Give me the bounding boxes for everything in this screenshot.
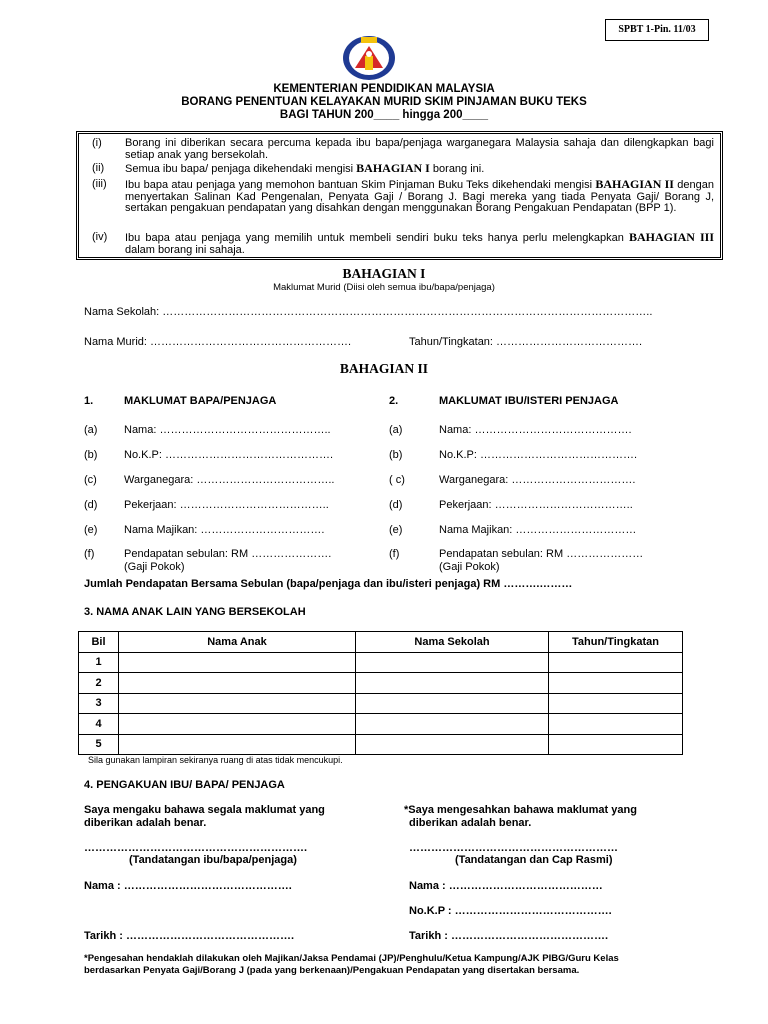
child-name-cell[interactable]: [119, 693, 356, 714]
ministry-name: KEMENTERIAN PENDIDIKAN MALAYSIA: [273, 83, 495, 95]
row-number: 5: [79, 734, 119, 755]
year-class-cell[interactable]: [549, 714, 683, 735]
year-class-cell[interactable]: [549, 652, 683, 673]
verifier-date-field[interactable]: Tarikh : …………………………………….: [409, 930, 609, 942]
verifier-signature-field[interactable]: …………………………………………………: [409, 842, 618, 854]
joint-income-field[interactable]: Jumlah Pendapatan Bersama Sebulan (bapa/penjaga dan ibu/isteri penjaga) RM ……….………: [84, 578, 573, 590]
column-header-year-class: Tahun/Tingkatan: [549, 632, 683, 653]
mother-section-heading: MAKLUMAT IBU/ISTERI PENJAGA: [439, 395, 619, 407]
father-row-key: (a): [84, 424, 98, 436]
parent-date-field[interactable]: Tarikh : ……………………………………….: [84, 930, 295, 942]
verifier-ic-field[interactable]: No.K.P : …………………………………….: [409, 905, 612, 917]
mother-row-key: (e): [389, 524, 403, 536]
part1-title: BAHAGIAN I: [342, 266, 426, 281]
table-row: [79, 714, 683, 735]
verifier-signature-label: (Tandatangan dan Cap Rasmi): [455, 854, 613, 866]
school-name-cell[interactable]: [356, 652, 549, 673]
row-number: 4: [79, 714, 119, 735]
mother-row-key: (a): [389, 424, 403, 436]
mother-ic-field[interactable]: No.K.P: …………………………………….: [439, 449, 638, 461]
school-name-field[interactable]: Nama Sekolah: ……………………………………………………………………………………………………………………..: [84, 306, 653, 318]
father-basic-salary-label: (Gaji Pokok): [124, 561, 185, 573]
mother-employer-field[interactable]: Nama Majikan: ……………………………: [439, 524, 637, 536]
child-name-cell[interactable]: [119, 714, 356, 735]
verifier-name-field[interactable]: Nama : ……………………………………: [409, 880, 603, 892]
year-class-cell[interactable]: [549, 734, 683, 755]
father-row-key: (c): [84, 474, 97, 486]
child-name-cell[interactable]: [119, 734, 356, 755]
year-class-cell[interactable]: [549, 673, 683, 694]
father-row-key: (b): [84, 449, 98, 461]
father-employer-field[interactable]: Nama Majikan: …………………………….: [124, 524, 325, 536]
other-children-heading: 3. NAMA ANAK LAIN YANG BERSEKOLAH: [84, 606, 306, 618]
column-header-bil: Bil: [79, 632, 119, 653]
verification-footnote-line-1: *Pengesahan hendaklah dilakukan oleh Majikan/Jaksa Pendamai (JP)/Penghulu/Ketua Kampung/AJK PIBG/Guru Kelas: [84, 953, 619, 964]
year-class-cell[interactable]: [549, 693, 683, 714]
parent-declaration-line-1: Saya mengaku bahawa segala maklumat yang: [84, 804, 325, 816]
mother-basic-salary-label: (Gaji Pokok): [439, 561, 500, 573]
table-row: [79, 652, 683, 673]
mother-name-field[interactable]: Nama: …………………………………….: [439, 424, 632, 436]
child-name-cell[interactable]: [119, 673, 356, 694]
mother-occupation-field[interactable]: Pekerjaan: ………………………………..: [439, 499, 633, 511]
father-row-key: (f): [84, 548, 95, 560]
column-header-child-name: Nama Anak: [119, 632, 356, 653]
school-name-cell[interactable]: [356, 714, 549, 735]
attachment-note: Sila gunakan lampiran sekiranya ruang di atas tidak mencukupi.: [88, 755, 343, 765]
parent-signature-field[interactable]: …………………………………………………….: [84, 842, 308, 854]
student-name-field[interactable]: Nama Murid: ……………………………………………….: [84, 336, 352, 348]
row-number: 1: [79, 652, 119, 673]
mother-row-key: (b): [389, 449, 403, 461]
child-name-cell[interactable]: [119, 652, 356, 673]
form-title: BORANG PENENTUAN KELAYAKAN MURID SKIM PINJAMAN BUKU TEKS: [181, 96, 587, 108]
mother-section-number: 2.: [389, 395, 399, 407]
verification-footnote-line-2: berdasarkan Penyata Gaji/Borang J (pada yang berkenaan)/Pengakuan Pendapatan yang disertakan bersama.: [84, 965, 580, 976]
mother-row-key: ( c): [389, 474, 405, 486]
part1-subtitle: Maklumat Murid (Diisi oleh semua ibu/bapa/penjaga): [273, 282, 495, 293]
row-number: 2: [79, 673, 119, 694]
father-row-key: (e): [84, 524, 98, 536]
father-section-number: 1.: [84, 395, 94, 407]
school-name-cell[interactable]: [356, 693, 549, 714]
father-occupation-field[interactable]: Pekerjaan: …………………………………..: [124, 499, 329, 511]
parent-name-field[interactable]: Nama : ……………………………………….: [84, 880, 292, 892]
father-income-field[interactable]: Pendapatan sebulan: RM ………………….: [124, 548, 332, 560]
table-header-row: [79, 632, 683, 653]
parent-declaration-line-2: diberikan adalah benar.: [84, 817, 207, 829]
father-name-field[interactable]: Nama: ………………………………………..: [124, 424, 331, 436]
column-header-school-name: Nama Sekolah: [356, 632, 549, 653]
row-number: 3: [79, 693, 119, 714]
form-code-box: SPBT 1-Pin. 11/03: [605, 19, 709, 41]
father-ic-field[interactable]: No.K.P: ……………………………………….: [124, 449, 334, 461]
parent-signature-label: (Tandatangan ibu/bapa/penjaga): [129, 854, 297, 866]
verifier-declaration-line-1: *Saya mengesahkan bahawa maklumat yang: [404, 804, 637, 816]
year-line: BAGI TAHUN 200____ hingga 200____: [279, 109, 489, 121]
table-row: [79, 693, 683, 714]
declaration-heading: 4. PENGAKUAN IBU/ BAPA/ PENJAGA: [84, 779, 285, 791]
year-class-field[interactable]: Tahun/Tingkatan: ………………………………….: [409, 336, 643, 348]
table-row: [79, 734, 683, 755]
school-name-cell[interactable]: [356, 734, 549, 755]
verifier-declaration-line-2: diberikan adalah benar.: [409, 817, 532, 829]
father-citizenship-field[interactable]: Warganegara: ………………………………..: [124, 474, 335, 486]
instructions-box: (i) Borang ini diberikan secara percuma kepada ibu bapa/penjaga warganegara Malaysia sahaja dan dilengkapkan bagi setiap anak yang bersekolah. (ii) Semua ibu bapa/ penjaga dikehendaki mengisi BAHAGIAN I borang ini. (iii) Ibu bapa atau penjaga yang memohon bantuan Skim Pinjaman Buku Teks dikehendaki mengisi BAHAGIAN II dengan menyertakan Salinan Kad Pengenalan, Penyata Gaji / Borang J. Bagi mereka yang tiada Penyata Gaji/ Borang J, sertakan pengakuan pendapatan yang disahkan dengan menggunakan Borang Pengakuan Pendapatan (BPP 1). (iv) Ibu bapa atau penjaga yang memilih untuk membeli sendiri buku teks hanya perlu melengkapkan BAHAGIAN III dalam borang ini sahaja.: [78, 133, 721, 258]
father-row-key: (d): [84, 499, 98, 511]
part2-title: BAHAGIAN II: [339, 361, 429, 376]
other-children-table: [78, 631, 683, 755]
mother-citizenship-field[interactable]: Warganegara: …………………………….: [439, 474, 636, 486]
form-header: [0, 83, 768, 122]
mother-row-key: (f): [389, 548, 400, 560]
father-section-heading: MAKLUMAT BAPA/PENJAGA: [124, 395, 277, 407]
mother-income-field[interactable]: Pendapatan sebulan: RM …………………: [439, 548, 644, 560]
ministry-logo-icon: [341, 32, 397, 82]
school-name-cell[interactable]: [356, 673, 549, 694]
table-row: [79, 673, 683, 694]
mother-row-key: (d): [389, 499, 403, 511]
